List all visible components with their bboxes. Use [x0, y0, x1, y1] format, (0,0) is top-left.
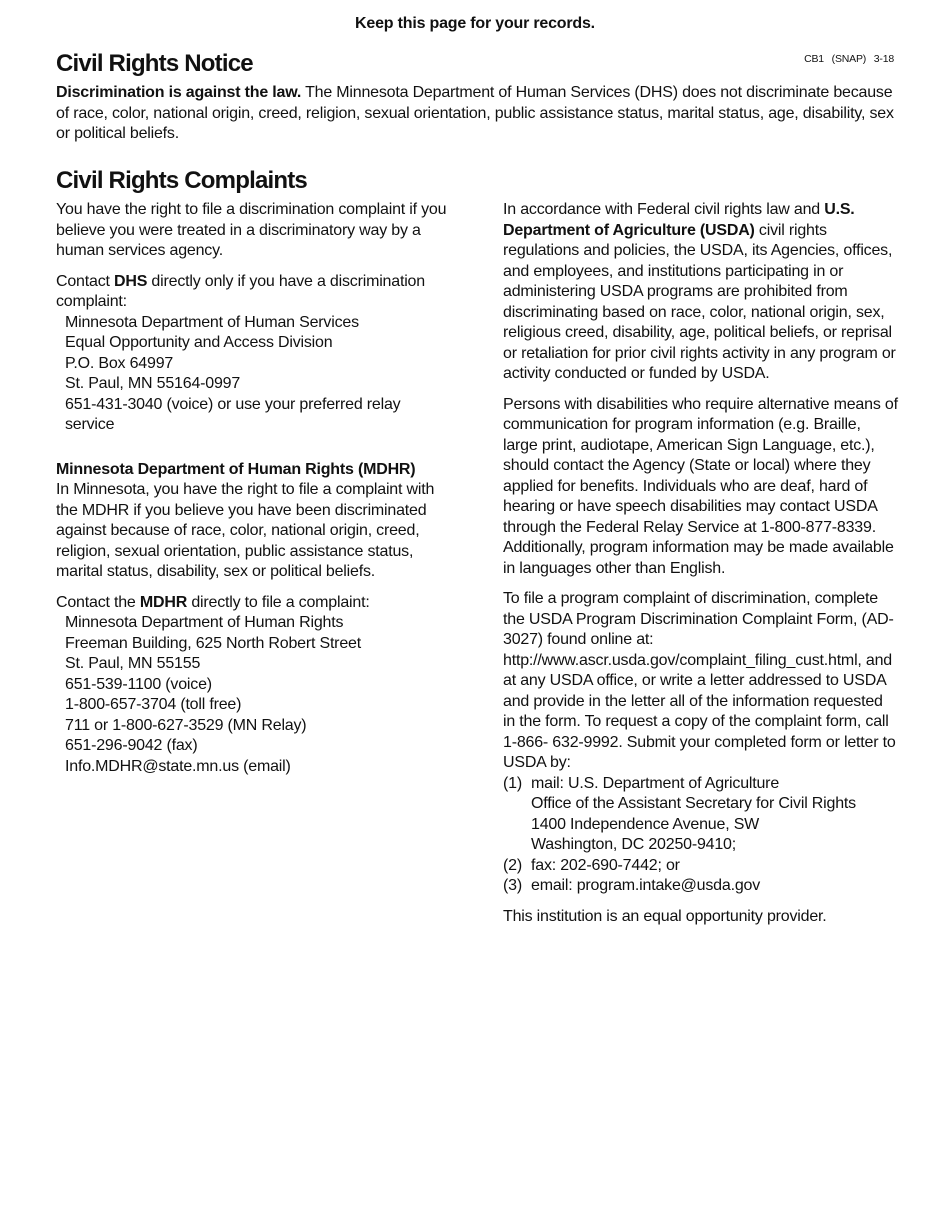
mdhr-address-line: 651-539-1100 (voice)	[65, 675, 212, 693]
list-number: (1)	[503, 774, 522, 792]
mail-line: 1400 Independence Avenue, SW	[531, 815, 760, 833]
mdhr-address-block	[56, 613, 451, 777]
mdhr-contact-text	[56, 593, 451, 614]
dhs-contact-suffix: directly only if you have a discrimination complaint:	[56, 272, 425, 310]
usda-p1-bold: U.S. Department of Agriculture (USDA)	[503, 201, 855, 239]
mdhr-address-line: 711 or 1-800-627-3529 (MN Relay)	[65, 716, 307, 734]
right-column	[503, 200, 898, 937]
dhs-address-line: P.O. Box 64997	[65, 354, 174, 372]
submission-method-email	[503, 876, 898, 897]
mdhr-address-line: 651-296-9042 (fax)	[65, 737, 198, 754]
notice-body-text: The Minnesota Department of Human Services (DHS) does not discriminate because of race, color, national origin, creed, religion, sexual orientation, public assistance status, marital status, age, disability, sex or political beliefs.	[56, 84, 894, 142]
keep-records-note: Keep this page for your records.	[355, 15, 595, 32]
list-number: (3)	[503, 877, 522, 894]
fax-line: fax: 202-690-7442; or	[531, 856, 680, 874]
list-number: (2)	[503, 856, 522, 874]
dhs-address-line: Minnesota Department of Human Services	[65, 313, 359, 331]
mdhr-address-line: Minnesota Department of Human Rights	[65, 614, 344, 631]
mdhr-address-line: Info.MDHR@state.mn.us (email)	[65, 757, 291, 775]
mail-line: mail: U.S. Department of Agriculture	[531, 774, 780, 792]
civil-rights-complaints-title: Civil Rights Complaints	[56, 167, 307, 194]
notice-lead-bold: Discrimination is against the law.	[56, 84, 302, 101]
mdhr-body: In Minnesota, you have the right to file a complaint with the MDHR if you believe you have been discriminated against because of race, color, national origin, creed, religion, sexual orientation, public assistance status, marital status, disability, sex or political beliefs.	[56, 481, 435, 580]
email-line: email: program.intake@usda.gov	[531, 877, 761, 894]
mdhr-heading: Minnesota Department of Human Rights (MDHR)	[56, 460, 416, 478]
submission-method-mail	[503, 774, 898, 856]
mdhr-address-line: Freeman Building, 625 North Robert Street	[65, 634, 361, 652]
dhs-contact-text	[56, 272, 451, 313]
mail-line: Office of the Assistant Secretary for Civil Rights	[531, 795, 856, 812]
dhs-address-line: St. Paul, MN 55164-0997	[65, 375, 241, 392]
usda-paragraph-1	[503, 200, 898, 385]
usda-paragraph-2: Persons with disabilities who require alternative means of communication for program information (e.g. Braille, large print, audiotape, American Sign Language, etc.), should contact the Agency (State or local) where they applied for benefits. Individuals who are deaf, hard of hearing or have speech disabilities may contact USDA through the Federal Relay Service at 1-800-877-8339. Additionally, program information may be made available in languages other than English.	[503, 395, 898, 577]
mdhr-address-line: 1-800-657-3704 (toll free)	[65, 696, 242, 713]
equal-opportunity-statement: This institution is an equal opportunity provider.	[503, 907, 827, 925]
usda-paragraph-3: To file a program complaint of discrimination, complete the USDA Program Discrimination Complaint Form, (AD-3027) found online at: http://www.ascr.usda.gov/complaint_filing_cust.html, and at any USDA office, or write a letter addressed to USDA and provide in the letter all of the information requested in the form. To request a copy of the complaint form, call 1-866- 632-9992. Submit your completed form or letter to USDA by:	[503, 590, 896, 771]
mdhr-contact-suffix: directly to file a complaint:	[187, 593, 370, 611]
submission-method-fax	[503, 856, 898, 877]
mdhr-contact-prefix: Contact the	[56, 593, 140, 611]
dhs-contact-bold: DHS	[114, 272, 148, 290]
mail-line: Washington, DC 20250-9410;	[531, 836, 737, 853]
dhs-address-line: 651-431-3040 (voice) or use your preferred relay service	[65, 395, 401, 433]
dhs-address-block	[56, 313, 451, 436]
complaints-intro: You have the right to file a discrimination complaint if you believe you were treated in a discriminatory way by a human services agency.	[56, 201, 447, 259]
civil-rights-notice-body	[56, 83, 896, 145]
form-code: CB1 (SNAP) 3-18	[804, 53, 894, 65]
mdhr-contact-bold: MDHR	[139, 593, 188, 611]
left-column	[56, 200, 451, 777]
usda-p1-prefix: In accordance with Federal civil rights law and	[503, 201, 825, 218]
dhs-address-line: Equal Opportunity and Access Division	[65, 334, 333, 351]
dhs-contact-prefix: Contact	[56, 272, 114, 290]
usda-p1-suffix: civil rights regulations and policies, the USDA, its Agencies, offices, and employees, and institutions participating in or administering USDA programs are prohibited from discriminating based on race, color, national origin, sex, religious creed, disability, age, political beliefs, or reprisal or retaliation for prior civil rights activity in any program or activity conducted or funded by USDA.	[503, 221, 896, 382]
mdhr-address-line: St. Paul, MN 55155	[65, 655, 201, 672]
civil-rights-notice-title: Civil Rights Notice	[56, 50, 253, 77]
